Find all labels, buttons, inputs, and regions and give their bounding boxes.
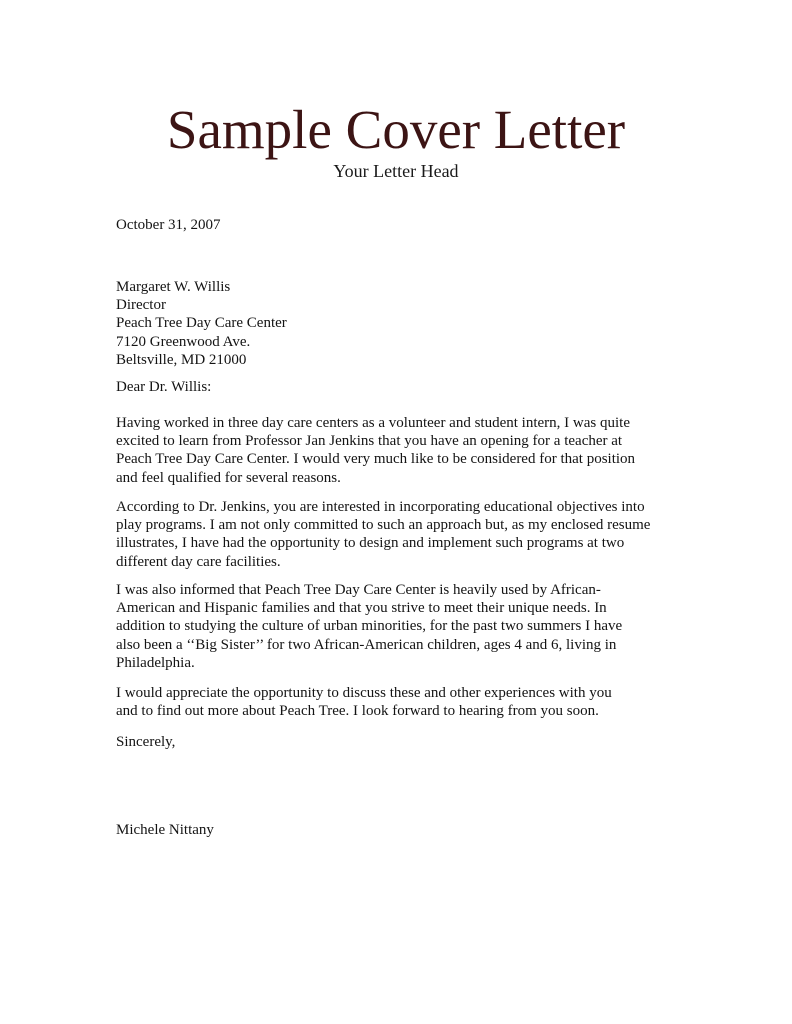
recipient-title: Director bbox=[116, 297, 166, 314]
closing: Sincerely, bbox=[116, 734, 176, 750]
paragraph-line: different day care facilities. bbox=[116, 553, 281, 570]
signature-name: Michele Nittany bbox=[116, 822, 214, 838]
paragraph-line: Peach Tree Day Care Center. I would very much like to be considered for that position bbox=[116, 451, 636, 468]
paragraph-line: Having worked in three day care centers as a volunteer and student intern, I was quite bbox=[116, 415, 630, 431]
recipient-street: 7120 Greenwood Ave. bbox=[116, 333, 251, 350]
page-title: Sample Cover Letter bbox=[166, 99, 626, 160]
body-paragraph bbox=[116, 684, 676, 720]
recipient-address bbox=[116, 278, 676, 369]
paragraph-line: and to find out more about Peach Tree. I look forward to hearing from you soon. bbox=[116, 703, 599, 720]
paragraph-line: excited to learn from Professor Jan Jenkins that you have an opening for a teacher at bbox=[116, 433, 623, 450]
body-paragraph bbox=[116, 414, 676, 487]
paragraph-line: also been a ‘‘Big Sister’’ for two African-American children, ages 4 and 6, living in bbox=[116, 636, 617, 653]
salutation: Dear Dr. Willis: bbox=[116, 379, 212, 395]
recipient-organization: Peach Tree Day Care Center bbox=[116, 315, 287, 332]
paragraph-line: American and Hispanic families and that you strive to meet their unique needs. In bbox=[116, 600, 607, 617]
paragraph-line: illustrates, I have had the opportunity to design and implement such programs at two bbox=[116, 535, 625, 552]
body-paragraph bbox=[116, 581, 676, 672]
paragraph-line: I was also informed that Peach Tree Day Care Center is heavily used by African- bbox=[116, 582, 601, 598]
letter-head: Your Letter Head bbox=[333, 161, 459, 181]
paragraph-line: play programs. I am not only committed to such an approach but, as my enclosed resume bbox=[116, 517, 651, 534]
paragraph-line: I would appreciate the opportunity to discuss these and other experiences with you bbox=[116, 685, 612, 701]
paragraph-line: Philadelphia. bbox=[116, 654, 195, 671]
recipient-name: Margaret W. Willis bbox=[116, 279, 231, 295]
letter-date: October 31, 2007 bbox=[116, 217, 221, 233]
paragraph-line: According to Dr. Jenkins, you are interested in incorporating educational objectives into bbox=[116, 499, 645, 515]
body-paragraph bbox=[116, 498, 676, 571]
paragraph-line: and feel qualified for several reasons. bbox=[116, 469, 341, 486]
paragraph-line: addition to studying the culture of urban minorities, for the past two summers I have bbox=[116, 618, 623, 635]
recipient-city: Beltsville, MD 21000 bbox=[116, 351, 247, 368]
